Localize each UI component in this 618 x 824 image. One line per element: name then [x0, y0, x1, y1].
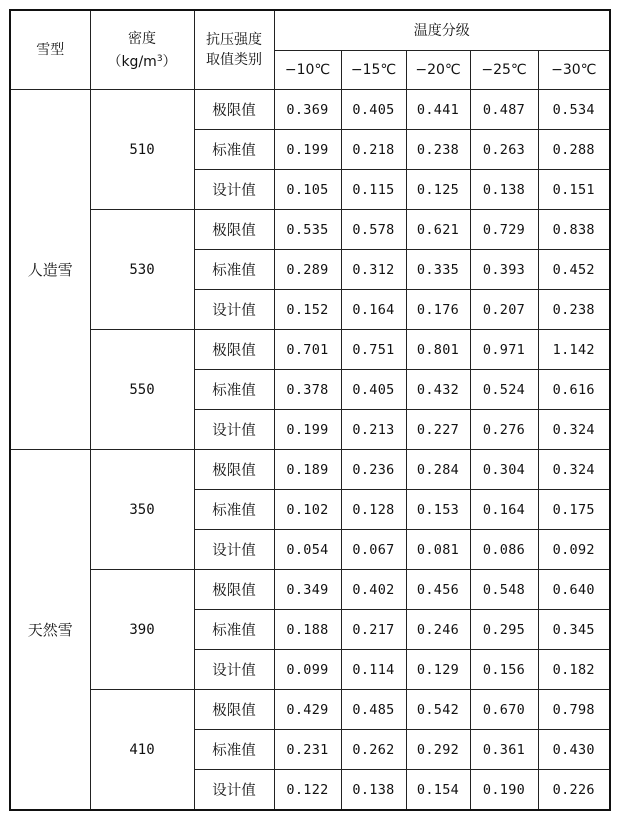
- value-cell: 0.236: [341, 450, 406, 490]
- value-cell: 0.092: [538, 530, 610, 570]
- value-cell: 0.452: [538, 250, 610, 290]
- category-cell: 标准值: [194, 490, 274, 530]
- value-cell: 0.441: [406, 90, 470, 130]
- header-strength-category: [194, 10, 274, 90]
- value-cell: 0.099: [274, 650, 341, 690]
- value-cell: 0.217: [341, 610, 406, 650]
- category-cell: 设计值: [194, 650, 274, 690]
- value-cell: 0.199: [274, 130, 341, 170]
- header-row-1: [10, 10, 610, 51]
- value-cell: 0.361: [470, 730, 538, 770]
- value-cell: 0.393: [470, 250, 538, 290]
- value-cell: 0.246: [406, 610, 470, 650]
- value-cell: 0.701: [274, 330, 341, 370]
- density-cell: 510: [90, 90, 194, 210]
- table-wrapper: [9, 9, 611, 811]
- value-cell: 0.535: [274, 210, 341, 250]
- value-cell: 0.188: [274, 610, 341, 650]
- value-cell: 0.621: [406, 210, 470, 250]
- value-cell: 0.105: [274, 170, 341, 210]
- value-cell: 0.751: [341, 330, 406, 370]
- value-cell: 0.176: [406, 290, 470, 330]
- value-cell: 0.276: [470, 410, 538, 450]
- value-cell: 0.456: [406, 570, 470, 610]
- value-cell: 0.292: [406, 730, 470, 770]
- value-cell: 0.349: [274, 570, 341, 610]
- snow-type-cell: 天然雪: [10, 450, 90, 811]
- value-cell: 0.189: [274, 450, 341, 490]
- value-cell: 0.798: [538, 690, 610, 730]
- value-cell: 0.081: [406, 530, 470, 570]
- table-row: [10, 330, 610, 370]
- value-cell: 0.487: [470, 90, 538, 130]
- value-cell: 0.534: [538, 90, 610, 130]
- value-cell: 0.640: [538, 570, 610, 610]
- value-cell: 0.971: [470, 330, 538, 370]
- category-cell: 标准值: [194, 250, 274, 290]
- header-temp-10: −10℃: [274, 51, 341, 90]
- header-density-line1: 密度: [128, 30, 156, 47]
- header-strength-line2: 取值类别: [206, 52, 262, 68]
- category-cell: 设计值: [194, 410, 274, 450]
- table-row: [10, 690, 610, 730]
- value-cell: 0.054: [274, 530, 341, 570]
- value-cell: 0.578: [341, 210, 406, 250]
- table-row: [10, 210, 610, 250]
- value-cell: 0.122: [274, 770, 341, 811]
- header-density-line2-suffix: ）: [162, 53, 177, 70]
- header-snow-type: 雪型: [10, 10, 90, 90]
- density-cell: 390: [90, 570, 194, 690]
- value-cell: 0.284: [406, 450, 470, 490]
- density-cell: 550: [90, 330, 194, 450]
- density-cell: 530: [90, 210, 194, 330]
- category-cell: 标准值: [194, 370, 274, 410]
- category-cell: 极限值: [194, 330, 274, 370]
- category-cell: 标准值: [194, 730, 274, 770]
- value-cell: 0.199: [274, 410, 341, 450]
- value-cell: 0.616: [538, 370, 610, 410]
- density-cell: 410: [90, 690, 194, 811]
- value-cell: 0.345: [538, 610, 610, 650]
- table-row: [10, 450, 610, 490]
- value-cell: 0.430: [538, 730, 610, 770]
- value-cell: 0.114: [341, 650, 406, 690]
- value-cell: 1.142: [538, 330, 610, 370]
- category-cell: 设计值: [194, 530, 274, 570]
- value-cell: 0.405: [341, 90, 406, 130]
- category-cell: 极限值: [194, 570, 274, 610]
- value-cell: 0.231: [274, 730, 341, 770]
- value-cell: 0.151: [538, 170, 610, 210]
- snow-strength-table: [9, 9, 611, 811]
- value-cell: 0.289: [274, 250, 341, 290]
- table-body: [10, 90, 610, 811]
- category-cell: 极限值: [194, 690, 274, 730]
- category-cell: 设计值: [194, 290, 274, 330]
- header-temp-20: −20℃: [406, 51, 470, 90]
- value-cell: 0.156: [470, 650, 538, 690]
- value-cell: 0.138: [470, 170, 538, 210]
- table-row: [10, 570, 610, 610]
- value-cell: 0.262: [341, 730, 406, 770]
- value-cell: 0.402: [341, 570, 406, 610]
- value-cell: 0.838: [538, 210, 610, 250]
- value-cell: 0.164: [470, 490, 538, 530]
- value-cell: 0.175: [538, 490, 610, 530]
- header-temp-30: −30℃: [538, 51, 610, 90]
- value-cell: 0.238: [538, 290, 610, 330]
- value-cell: 0.485: [341, 690, 406, 730]
- value-cell: 0.153: [406, 490, 470, 530]
- value-cell: 0.128: [341, 490, 406, 530]
- value-cell: 0.542: [406, 690, 470, 730]
- value-cell: 0.288: [538, 130, 610, 170]
- value-cell: 0.227: [406, 410, 470, 450]
- header-strength-line1: 抗压强度: [206, 32, 262, 48]
- value-cell: 0.190: [470, 770, 538, 811]
- value-cell: 0.548: [470, 570, 538, 610]
- snow-type-cell: 人造雪: [10, 90, 90, 450]
- value-cell: 0.304: [470, 450, 538, 490]
- header-density: [90, 10, 194, 90]
- value-cell: 0.335: [406, 250, 470, 290]
- value-cell: 0.067: [341, 530, 406, 570]
- category-cell: 设计值: [194, 770, 274, 811]
- category-cell: 标准值: [194, 610, 274, 650]
- value-cell: 0.182: [538, 650, 610, 690]
- header-temperature-group: 温度分级: [274, 10, 610, 51]
- value-cell: 0.213: [341, 410, 406, 450]
- value-cell: 0.218: [341, 130, 406, 170]
- table-row: [10, 90, 610, 130]
- value-cell: 0.378: [274, 370, 341, 410]
- value-cell: 0.312: [341, 250, 406, 290]
- value-cell: 0.102: [274, 490, 341, 530]
- value-cell: 0.670: [470, 690, 538, 730]
- header-temp-25: −25℃: [470, 51, 538, 90]
- value-cell: 0.432: [406, 370, 470, 410]
- value-cell: 0.324: [538, 450, 610, 490]
- header-density-line2-prefix: （kg/m: [107, 53, 157, 70]
- value-cell: 0.324: [538, 410, 610, 450]
- category-cell: 极限值: [194, 210, 274, 250]
- value-cell: 0.729: [470, 210, 538, 250]
- category-cell: 设计值: [194, 170, 274, 210]
- value-cell: 0.129: [406, 650, 470, 690]
- value-cell: 0.154: [406, 770, 470, 811]
- value-cell: 0.138: [341, 770, 406, 811]
- value-cell: 0.295: [470, 610, 538, 650]
- header-temp-15: −15℃: [341, 51, 406, 90]
- value-cell: 0.405: [341, 370, 406, 410]
- category-cell: 极限值: [194, 450, 274, 490]
- value-cell: 0.086: [470, 530, 538, 570]
- density-cell: 350: [90, 450, 194, 570]
- value-cell: 0.369: [274, 90, 341, 130]
- value-cell: 0.524: [470, 370, 538, 410]
- value-cell: 0.263: [470, 130, 538, 170]
- category-cell: 标准值: [194, 130, 274, 170]
- value-cell: 0.238: [406, 130, 470, 170]
- value-cell: 0.152: [274, 290, 341, 330]
- header-density-sup: 3: [156, 53, 163, 64]
- value-cell: 0.207: [470, 290, 538, 330]
- value-cell: 0.125: [406, 170, 470, 210]
- category-cell: 极限值: [194, 90, 274, 130]
- value-cell: 0.226: [538, 770, 610, 811]
- value-cell: 0.164: [341, 290, 406, 330]
- value-cell: 0.115: [341, 170, 406, 210]
- value-cell: 0.429: [274, 690, 341, 730]
- value-cell: 0.801: [406, 330, 470, 370]
